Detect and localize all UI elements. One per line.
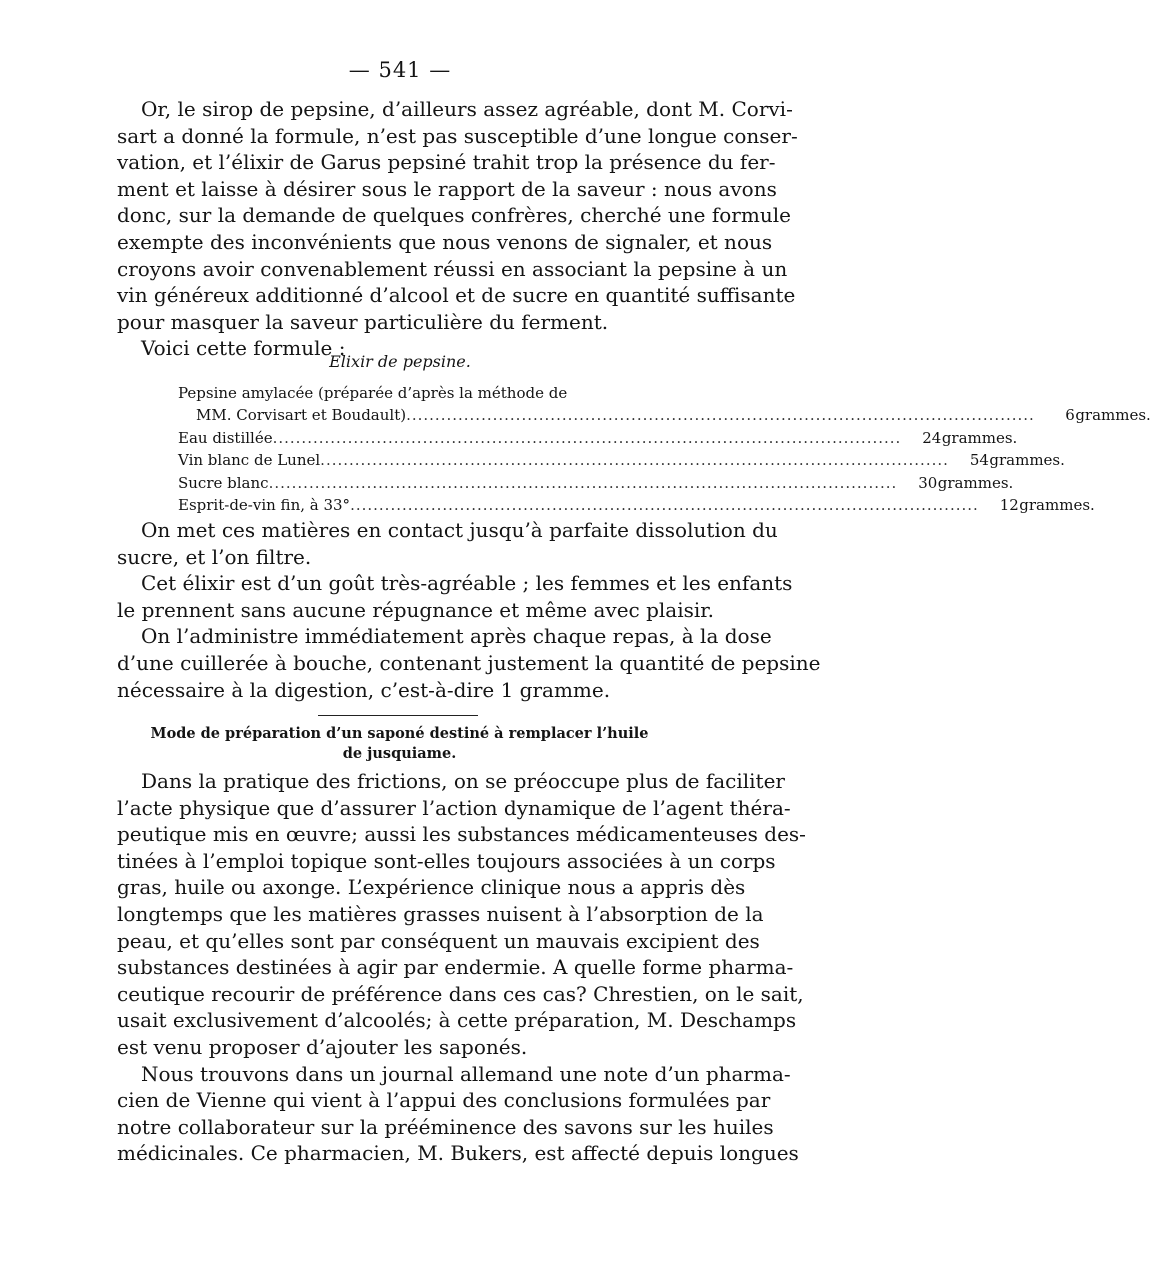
formula-item-unit: grammes.: [1075, 406, 1151, 425]
text-line: Nous trouvons dans un journal allemand une note d’un pharma-: [141, 1061, 791, 1086]
formula-item-name: Sucre blanc: [178, 473, 269, 492]
formula-item-name: MM. Corvisart et Boudault): [196, 406, 407, 425]
text-line: d’une cuillerée à bouche, contenant justement la quantité de pepsine: [117, 650, 821, 675]
text-line: substances destinées à agir par endermie. A quelle forme pharma-: [117, 955, 794, 980]
section-heading: [117, 724, 682, 764]
text-line: gras, huile ou axonge. L’expérience clinique nous a appris dès: [117, 875, 746, 900]
text-line: peau, et qu’elles sont par conséquent un mauvais excipient des: [117, 928, 760, 953]
formula-item-qty: 24: [922, 428, 942, 447]
formula-item-name: Esprit-de-vin fin, à 33°: [178, 495, 351, 514]
formula-item-unit: grammes.: [937, 473, 1014, 492]
formula-item-qty: 12: [999, 495, 1019, 514]
text-line: longtemps que les matières grasses nuisent à l’absorption de la: [117, 901, 764, 926]
text-line: peutique mis en œuvre; aussi les substances médicamenteuses des-: [117, 822, 806, 847]
formula-title: Elixir de pepsine.: [329, 352, 471, 371]
text-line: sart a donné la formule, n’est pas susceptible d’une longue conser-: [117, 123, 798, 148]
section-divider: [318, 715, 478, 716]
text-line: le prennent sans aucune répugnance et même avec plaisir.: [117, 597, 714, 622]
text-line: donc, sur la demande de quelques confrères, cherché une formule: [117, 203, 791, 228]
formula-item-name: Vin blanc de Lunel: [178, 451, 321, 470]
formula-item-unit: grammes.: [1019, 495, 1095, 514]
formula-item-unit: grammes.: [989, 451, 1065, 470]
leader-dots: [273, 427, 902, 449]
text-line: médicinales. Ce pharmacien, M. Bukers, est affecté depuis longues: [117, 1141, 799, 1166]
intro-line: Voici cette formule :: [141, 336, 346, 361]
text-line: Or, le sirop de pepsine, d’ailleurs assez agréable, dont M. Corvi-: [141, 97, 793, 121]
formula-list: [178, 382, 1151, 516]
text-line: est venu proposer d’ajouter les saponés.: [117, 1034, 528, 1059]
formula-item-unit: grammes.: [941, 428, 1018, 447]
formula-item-qty: 54: [969, 451, 989, 470]
leader-dots: [320, 449, 949, 471]
text-line: notre collaborateur sur la prééminence des savons sur les huiles: [117, 1114, 774, 1139]
text-line: cien de Vienne qui vient à l’appui des conclusions formulées par: [117, 1088, 771, 1113]
paragraph-usage: [117, 517, 821, 703]
text-line: exempte des inconvénients que nous venons de signaler, et nous: [117, 229, 773, 254]
leader-dots: [406, 404, 1035, 426]
text-line: vin généreux additionné d’alcool et de sucre en quantité suffisante: [117, 283, 796, 308]
heading-line: de jusquiame.: [342, 745, 457, 762]
formula-item-qty: 6: [1065, 406, 1075, 425]
page-number: — 541 —: [348, 58, 452, 82]
text-line: Dans la pratique des frictions, on se préoccupe plus de faciliter: [141, 769, 785, 793]
text-line: sucre, et l’on filtre.: [117, 544, 312, 569]
heading-line: Mode de préparation d’un saponé destiné à remplacer l’huile: [150, 725, 649, 742]
leader-dots: [269, 472, 898, 494]
formula-first-line: [178, 382, 668, 404]
formula-item: [178, 472, 1014, 494]
paragraph-sirop-pepsine: [117, 96, 798, 362]
formula-item: [178, 449, 1065, 471]
text-line: On met ces matières en contact jusqu’à parfaite dissolution du: [141, 518, 778, 542]
text-line: vation, et l’élixir de Garus pepsiné trahit trop la présence du fer-: [117, 150, 776, 175]
text-line: On l’administre immédiatement après chaque repas, à la dose: [141, 624, 772, 649]
text-line: usait exclusivement d’alcoolés; à cette préparation, M. Deschamps: [117, 1008, 797, 1033]
formula-item-name: Eau distillée: [178, 428, 273, 447]
text-line: croyons avoir convenablement réussi en associant la pepsine à un: [117, 256, 788, 281]
text-line: ment et laisse à désirer sous le rapport de la saveur : nous avons: [117, 176, 777, 201]
formula-item: [178, 494, 1095, 516]
text-line: Cet élixir est d’un goût très-agréable ; les femmes et les enfants: [141, 571, 793, 596]
formula-item: [178, 404, 1151, 426]
paragraph-frictions: [117, 768, 806, 1167]
text-line: tinées à l’emploi topique sont-elles toujours associées à un corps: [117, 848, 776, 873]
formula-item: [178, 427, 1018, 449]
text-line: ceutique recourir de préférence dans ces cas? Chrestien, on le sait,: [117, 981, 804, 1006]
text-line: pour masquer la saveur particulière du ferment.: [117, 309, 609, 334]
formula-item-name: Pepsine amylacée (préparée d’après la méthode de: [178, 384, 568, 402]
leader-dots: [350, 494, 979, 516]
text-line: l’acte physique que d’assurer l’action dynamique de l’agent théra-: [117, 795, 791, 820]
text-line: nécessaire à la digestion, c’est-à-dire 1 gramme.: [117, 677, 611, 702]
formula-item-qty: 30: [918, 473, 938, 492]
